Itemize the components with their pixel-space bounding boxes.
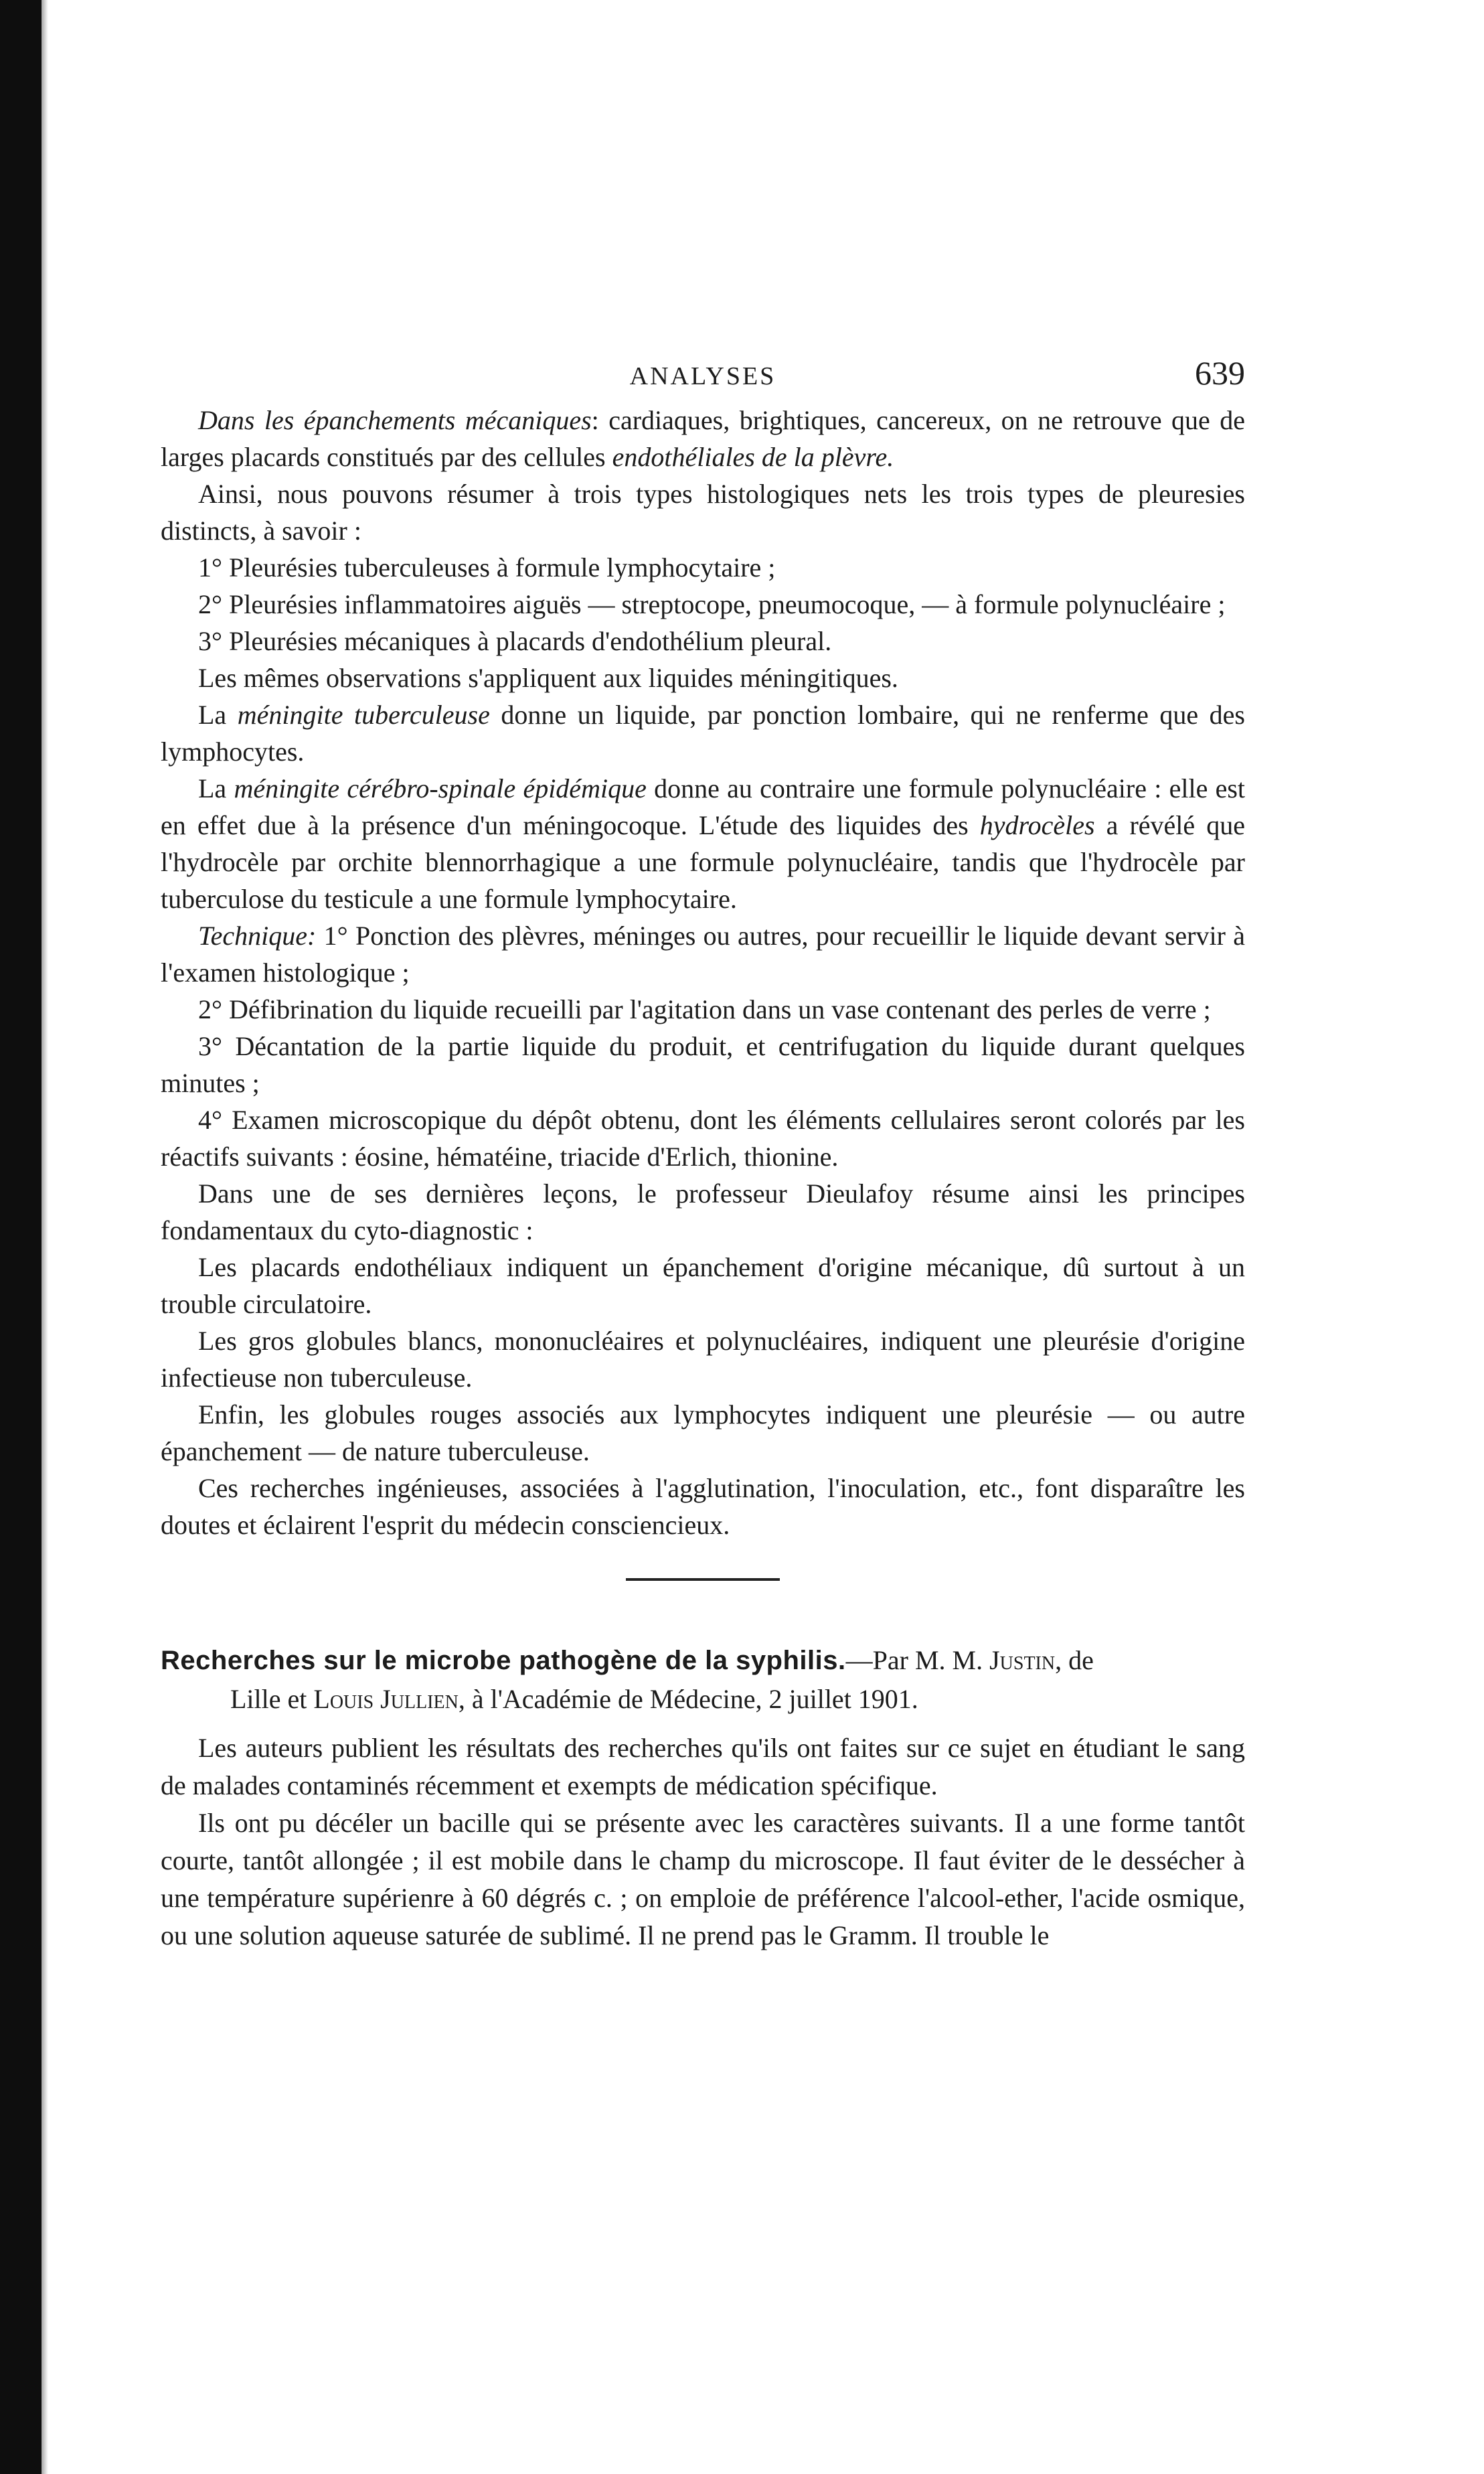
paragraph: Les mêmes observations s'appliquent aux liquides méningitiques. bbox=[198, 663, 898, 693]
byline-line bbox=[161, 1680, 1245, 1719]
author-name: Louis Jullien bbox=[313, 1684, 459, 1714]
paragraph-text: donne au contraire une formule polynucléaire : elle est en effet due à la présence d'un méningocoque. L'étude des liquides des bbox=[161, 773, 1246, 840]
running-head bbox=[161, 348, 1245, 402]
paragraph: Les gros globules blancs, mononucléaires et polynucléaires, indiquent une pleurésie d'origine infectieuse non tuberculeuse. bbox=[161, 1326, 1245, 1393]
list-item: 4° Examen microscopique du dépôt obtenu, dont les éléments cellulaires seront colorés par les réactifs suivants : éosine, hématéine, triacide d'Erlich, thionine. bbox=[161, 1105, 1245, 1172]
list-item: 2° Défibrination du liquide recueilli par l'agitation dans un vase contenant des perles de verre ; bbox=[198, 994, 1211, 1024]
emphasis: Dans les épanchements mécaniques bbox=[198, 405, 592, 435]
emphasis: méningite cérébro-spinale épidémique bbox=[234, 773, 647, 803]
emphasis: endothéliales de la plèvre. bbox=[612, 442, 894, 472]
running-head-title: ANALYSES bbox=[629, 362, 776, 390]
paragraph-text: a révélé que l'hydrocèle par orchite blennorrhagique a une formule polynucléaire, tandis que l'hydrocèle par tuberculose du testicule a une formule lymphocytaire. bbox=[161, 810, 1246, 914]
byline-text: , à l'Académie de Médecine, 2 juillet 1901. bbox=[458, 1684, 918, 1714]
paragraph-text: La bbox=[198, 700, 238, 730]
byline-text: Lille et bbox=[230, 1684, 314, 1714]
article bbox=[161, 1641, 1245, 1954]
analysis-section bbox=[161, 402, 1245, 1543]
paragraph: Ces recherches ingénieuses, associées à l'agglutination, l'inoculation, etc., font disparaître les doutes et éclairent l'esprit du médecin consciencieux. bbox=[161, 1473, 1245, 1540]
section-divider bbox=[626, 1578, 780, 1581]
paragraph: Ainsi, nous pouvons résumer à trois types histologiques nets les trois types de pleuresies distincts, à savoir : bbox=[161, 479, 1245, 546]
article-title: Recherches sur le microbe pathogène de la syphilis. bbox=[161, 1646, 846, 1675]
paragraph: Dans une de ses dernières leçons, le professeur Dieulafoy résume ainsi les principes fondamentaux du cyto-diagnostic : bbox=[161, 1178, 1245, 1245]
list-item: 2° Pleurésies inflammatoires aiguës — streptocope, pneumocoque, — à formule polynucléaire ; bbox=[198, 589, 1226, 619]
paragraph bbox=[161, 917, 1245, 991]
paragraph-text: 1° Ponction des plèvres, méninges ou autres, pour recueillir le liquide devant servir à l'examen histologique ; bbox=[161, 921, 1245, 988]
paragraph: Enfin, les globules rouges associés aux lymphocytes indiquent une pleurésie — ou autre épanchement — de nature tuberculeuse. bbox=[161, 1399, 1245, 1466]
paragraph bbox=[161, 770, 1245, 917]
paragraph-text: : cardiaques, brightiques, cancereux, on ne retrouve que de larges placards constitués par des cellules bbox=[161, 405, 1245, 472]
paragraph: Les placards endothéliaux indiquent un épanchement d'origine mécanique, dû surtout à un trouble circulatoire. bbox=[161, 1252, 1245, 1319]
emphasis: méningite tuberculeuse bbox=[237, 700, 490, 730]
author-name: Justin bbox=[989, 1645, 1056, 1675]
article-heading bbox=[161, 1641, 1245, 1719]
paragraph-text: La bbox=[198, 773, 234, 803]
book-page bbox=[161, 348, 1245, 1954]
book-binding-edge bbox=[0, 0, 42, 2474]
emphasis: hydrocèles bbox=[979, 810, 1095, 840]
paragraph: Les auteurs publient les résultats des recherches qu'ils ont faites sur ce sujet en étudiant le sang de malades contaminés récemment et exempts de médication spécifique. bbox=[161, 1733, 1245, 1800]
byline-text: , de bbox=[1055, 1645, 1094, 1675]
list-item: 1° Pleurésies tuberculeuses à formule lymphocytaire ; bbox=[198, 552, 776, 583]
byline-text: —Par M. M. bbox=[845, 1645, 990, 1675]
paragraph-text: donne un liquide, par ponction lombaire, qui ne renferme que des lymphocytes. bbox=[161, 700, 1246, 767]
paragraph bbox=[161, 402, 1245, 475]
paragraph: Ils ont pu décéler un bacille qui se présente avec les caractères suivants. Il a une forme tantôt courte, tantôt allongée ; il est mobile dans le champ du microscope. Il faut éviter de le dessécher à une température supérienre à 60 dégrés c. ; on emploie de préférence l'alcool-ether, l'acide osmique, ou une solution aqueuse saturée de sublimé. Il ne prend pas le Gramm. Il trouble le bbox=[161, 1808, 1245, 1950]
page-number: 639 bbox=[1195, 354, 1245, 392]
list-item: 3° Décantation de la partie liquide du produit, et centrifugation du liquide durant quelques minutes ; bbox=[161, 1031, 1245, 1098]
emphasis: Technique: bbox=[198, 921, 317, 951]
paragraph bbox=[161, 696, 1245, 770]
list-item: 3° Pleurésies mécaniques à placards d'endothélium pleural. bbox=[198, 626, 832, 656]
